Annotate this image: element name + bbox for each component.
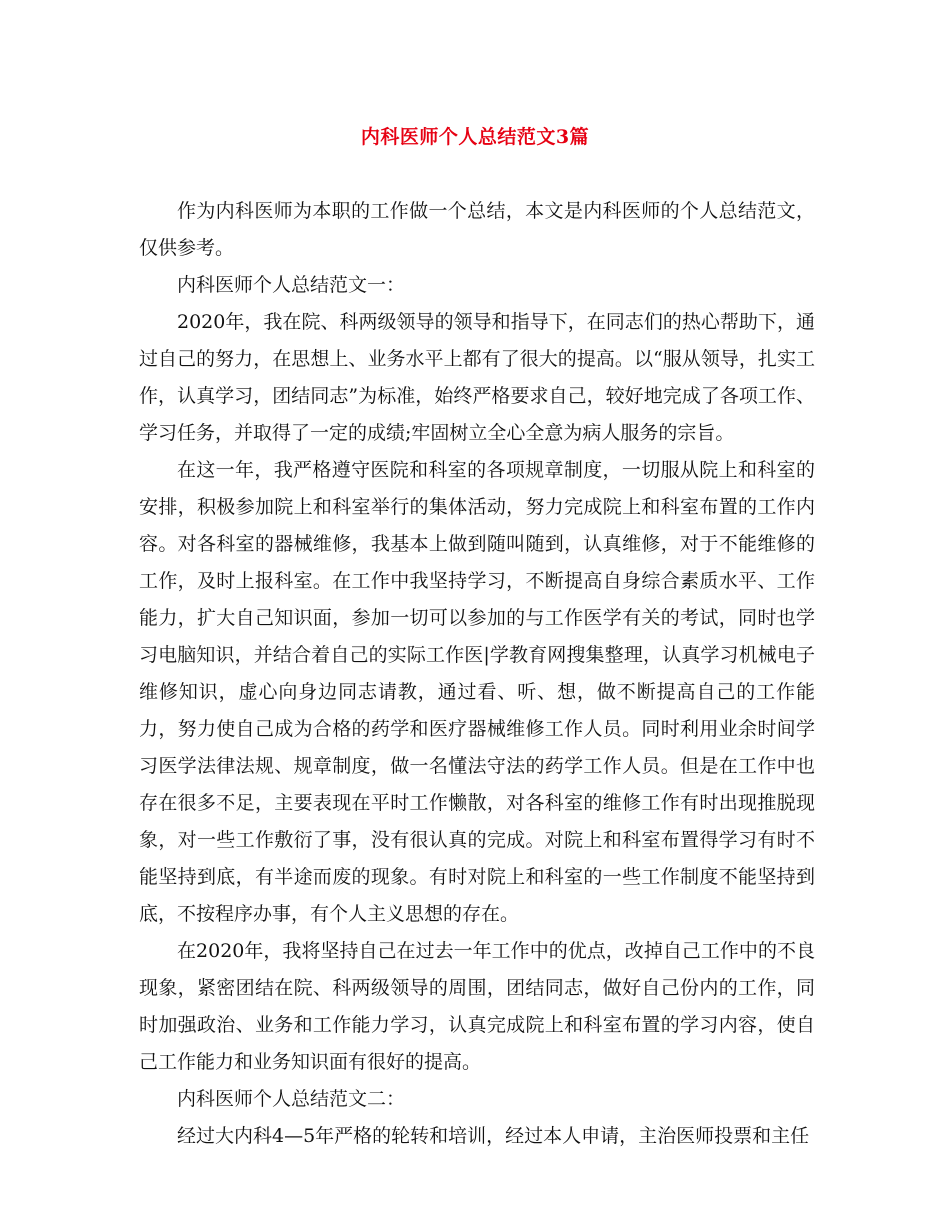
paragraph: 在这一年，我严格遵守医院和科室的各项规章制度，一切服从院上和科室的安排，积极参加院上和科室举行的集体活动，努力完成院上和科室布置的工作内容。对各科室的器械维修，我基本上做到随叫随到，认真维修，对于不能维修的工作，及时上报科室。在工作中我坚持学习，不断提高自身综合素质水平、工作能力，扩大自己知识面，参加一切可以参加的与工作医学有关的考试，同时也学习电脑知识，并结合着自己的实际工作医|学教育网搜集整理，认真学习机械电子维修知识，虚心向身边同志请教，通过看、听、想，做不断提高自己的工作能力，努力使自己成为合格的药学和医疗器械维修工作人员。同时利用业余时间学习医学法律法规、规章制度，做一名懂法守法的药学工作人员。但是在工作中也存在很多不足，主要表现在平时工作懒散，对各科室的维修工作有时出现推脱现象，对一些工作敷衍了事，没有很认真的完成。对院上和科室布置得学习有时不能坚持到底，有半途而废的现象。有时对院上和科室的一些工作制度不能坚持到底，不按程序办事，有个人主义思想的存在。 [139, 459, 815, 925]
paragraph: 经过大内科4—5年严格的轮转和培训，经过本人申请，主治医师投票和主任 [177, 1125, 810, 1147]
document-title: 内科医师个人总结范文3篇 [360, 126, 590, 148]
intro-paragraph: 作为内科医师为本职的工作做一个总结，本文是内科医师的个人总结范文，仅供参考。 [139, 200, 815, 259]
section-heading-two: 内科医师个人总结范文二： [177, 1088, 406, 1110]
paragraph: 2020年，我在院、科两级领导的领导和指导下，在同志们的热心帮助下，通过自己的努力，在思想上、业务水平上都有了很大的提高。以“服从领导，扎实工作，认真学习，团结同志”为标准，始终严格要求自己，较好地完成了各项工作、学习任务，并取得了一定的成绩;牢固树立全心全意为病人服务的宗旨。 [139, 311, 815, 444]
document-body [139, 193, 815, 1155]
paragraph: 在2020年，我将坚持自己在过去一年工作中的优点，改掉自己工作中的不良现象，紧密团结在院、科两级领导的周围，团结同志，做好自己份内的工作，同时加强政治、业务和工作能力学习，认真完成院上和科室布置的学习内容，使自己工作能力和业务知识面有很好的提高。 [139, 940, 815, 1073]
section-heading-one: 内科医师个人总结范文一： [177, 274, 406, 296]
